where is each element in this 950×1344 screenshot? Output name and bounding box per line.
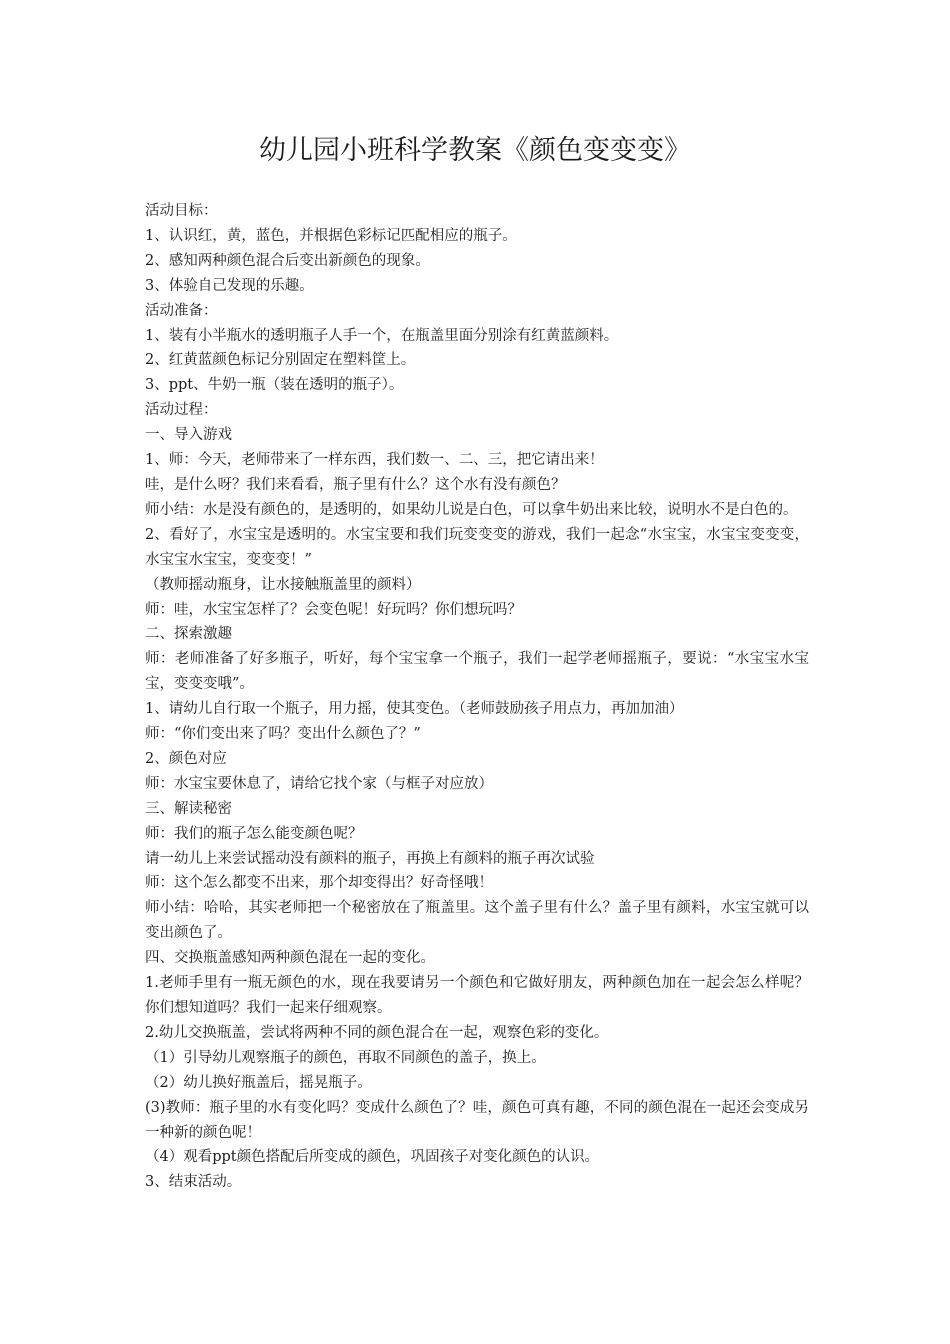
document-paragraph: 师小结：水是没有颜色的，是透明的，如果幼儿说是白色，可以拿牛奶出来比较，说明水不是白色的。 bbox=[145, 501, 798, 518]
document-paragraph: （教师摇动瓶身，让水接触瓶盖里的颜料） bbox=[145, 576, 421, 593]
document-paragraph: 哇，是什么呀？我们来看看，瓶子里有什么？这个水有没有颜色？ bbox=[145, 476, 566, 493]
document-paragraph: 1、装有小半瓶水的透明瓶子人手一个，在瓶盖里面分别涂有红黄蓝颜料。 bbox=[145, 327, 619, 344]
document-paragraph: 3、ppt、牛奶一瓶（装在透明的瓶子）。 bbox=[145, 377, 404, 394]
document-paragraph: 1、师：今天，老师带来了一样东西，我们数一、二、三，把它请出来！ bbox=[145, 452, 604, 469]
document-paragraph: 2.幼儿交换瓶盖，尝试将两种不同的颜色混合在一起，观察色彩的变化。 bbox=[145, 1024, 609, 1041]
document-paragraph: 2、感知两种颜色混合后变出新颜色的现象。 bbox=[145, 252, 430, 269]
document-paragraph: 请一幼儿上来尝试摇动没有颜料的瓶子，再换上有颜料的瓶子再次试验 bbox=[145, 850, 595, 867]
document-paragraph: 3、体验自己发现的乐趣。 bbox=[145, 277, 314, 294]
document-paragraph: 2、颜色对应 bbox=[145, 750, 227, 767]
document-paragraph: 2、看好了，水宝宝是透明的。水宝宝要和我们玩变变变的游戏，我们一起念“水宝宝，水宝宝变变变，水宝宝水宝宝，变变变！” bbox=[145, 526, 809, 568]
document-paragraph: 1.老师手里有一瓶无颜色的水，现在我要请另一个颜色和它做好朋友，两种颜色加在一起会怎么样呢？你们想知道吗？我们一起来仔细观察。 bbox=[145, 975, 809, 1016]
document-paragraph: 师：老师准备了好多瓶子，听好，每个宝宝拿一个瓶子，我们一起学老师摇瓶子，要说：“水宝宝水宝宝，变变变哦”。 bbox=[145, 651, 809, 693]
document-paragraph: 1、认识红，黄，蓝色，并根据色彩标记匹配相应的瓶子。 bbox=[145, 227, 517, 244]
document-paragraph: 师：水宝宝要休息了，请给它找个家（与框子对应放） bbox=[145, 775, 493, 792]
document-paragraph: 师小结：哈哈，其实老师把一个秘密放在了瓶盖里。这个盖子里有什么？盖子里有颜料，水宝宝就可以变出颜色了。 bbox=[145, 900, 809, 942]
document-paragraph: 活动过程： bbox=[145, 402, 218, 419]
document-paragraph: 师：哇，水宝宝怎样了？会变色呢！好玩吗？你们想玩吗？ bbox=[145, 601, 522, 618]
document-paragraph: 三、解读秘密 bbox=[145, 800, 232, 817]
document-paragraph: 一、导入游戏 bbox=[145, 427, 232, 444]
document-paragraph: 二、探索激趣 bbox=[145, 626, 232, 643]
document-paragraph: （1）引导幼儿观察瓶子的颜色，再取不同颜色的盖子，换上。 bbox=[145, 1049, 546, 1066]
document-body bbox=[145, 199, 809, 1195]
document-paragraph: 师：这个怎么都变不出来，那个却变得出？好奇怪哦！ bbox=[145, 875, 493, 892]
document-paragraph: （4）观看ppt颜色搭配后所变成的颜色，巩固孩子对变化颜色的认识。 bbox=[145, 1149, 600, 1166]
document-paragraph: 师：我们的瓶子怎么能变颜色呢？ bbox=[145, 825, 363, 842]
document-paragraph: (3)教师：瓶子里的水有变化吗？变成什么颜色了？哇，颜色可真有趣，不同的颜色混在一起还会变成另一种新的颜色呢！ bbox=[145, 1099, 809, 1141]
document-paragraph: （2）幼儿换好瓶盖后，摇晃瓶子。 bbox=[145, 1074, 372, 1091]
document-paragraph: 活动准备： bbox=[145, 302, 218, 319]
document-paragraph: 活动目标： bbox=[145, 203, 218, 219]
document-paragraph: 3、结束活动。 bbox=[145, 1174, 242, 1191]
document-paragraph: 1、请幼儿自行取一个瓶子，用力摇，使其变色。（老师鼓励孩子用点力，再加加油） bbox=[145, 701, 684, 718]
document-title: 幼儿园小班科学教案《颜色变变变》 bbox=[259, 135, 691, 166]
document-paragraph: 四、交换瓶盖感知两种颜色混在一起的变化。 bbox=[145, 950, 435, 967]
document-paragraph: 2、红黄蓝颜色标记分别固定在塑料筐上。 bbox=[145, 352, 416, 369]
document-paragraph: 师：“你们变出来了吗？变出什么颜色了？” bbox=[145, 726, 421, 743]
